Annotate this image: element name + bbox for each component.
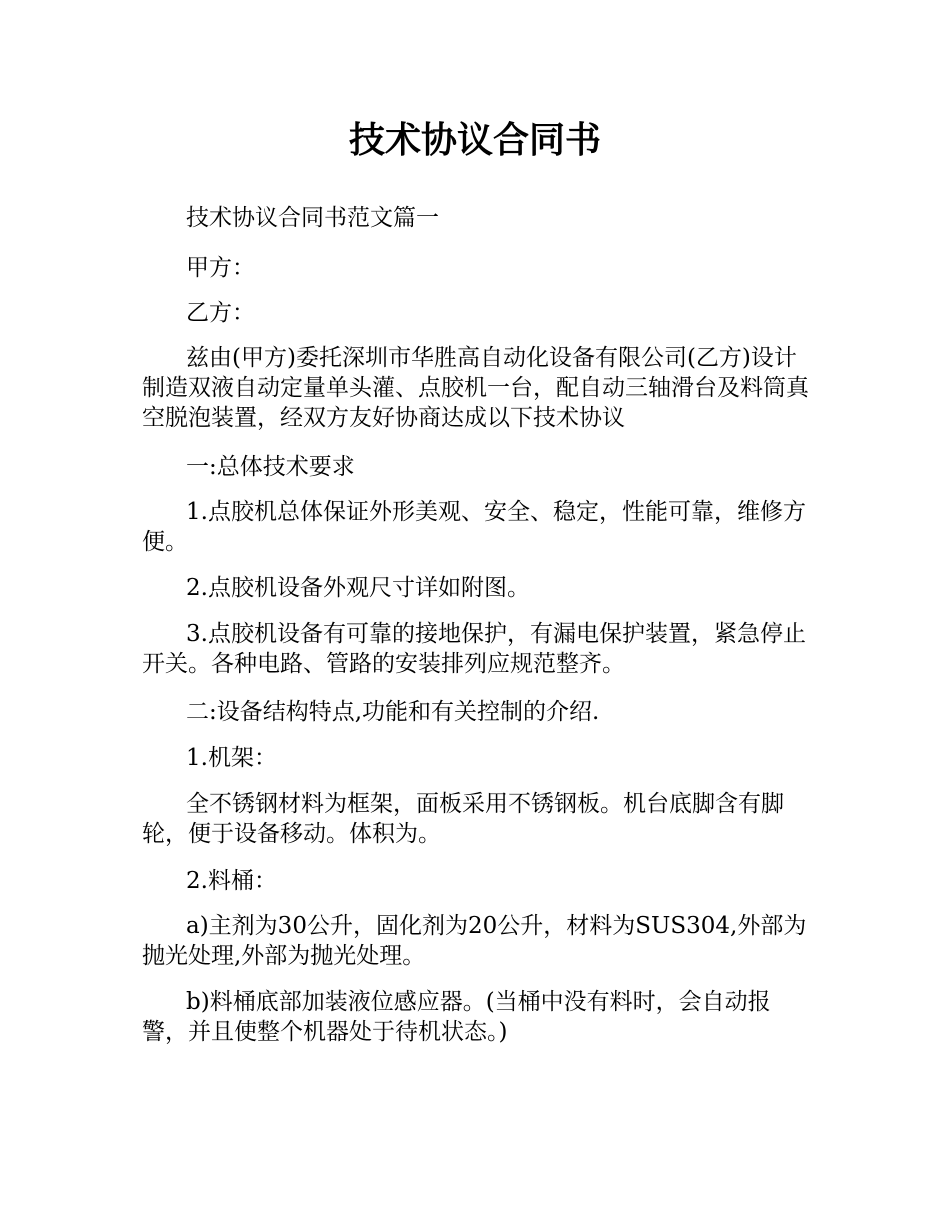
paragraph-bucket-b: b)料桶底部加装液位感应器。(当桶中没有料时，会自动报警，并且使整个机器处于待机状态。) — [142, 989, 771, 1045]
paragraph-item-2: 2.点胶机设备外观尺寸详如附图。 — [186, 575, 530, 601]
paragraph-item-1: 1.点胶机总体保证外形美观、安全、稳定，性能可靠，维修方便。 — [142, 499, 806, 555]
section-heading-structure: 二:设备结构特点,功能和有关控制的介绍. — [186, 699, 600, 725]
paragraph-frame-heading: 1.机架： — [186, 745, 277, 771]
paragraph-item-3: 3.点胶机设备有可靠的接地保护，有漏电保护装置，紧急停止开关。各种电路、管路的安装排列应规范整齐。 — [142, 621, 806, 677]
section-heading-general: 一:总体技术要求 — [186, 454, 355, 480]
paragraph-subtitle: 技术协议合同书范文篇一 — [186, 205, 439, 231]
paragraph-bucket-a: a)主剂为30公升，固化剂为20公升，材料为SUS304,外部为抛光处理,外部为抛光处理。 — [142, 913, 807, 969]
paragraph-party-a: 甲方： — [186, 255, 255, 281]
paragraph-party-b: 乙方： — [186, 300, 255, 326]
paragraph-bucket-heading: 2.料桶： — [186, 868, 277, 894]
paragraph-intro: 兹由(甲方)委托深圳市华胜高自动化设备有限公司(乙方)设计制造双液自动定量单头灌、点胶机一台，配自动三轴滑台及料筒真空脱泡装置，经双方友好协商达成以下技术协议 — [142, 345, 809, 431]
document-title: 技术协议合同书 — [348, 120, 601, 161]
paragraph-frame-desc: 全不锈钢材料为框架，面板采用不锈钢板。机台底脚含有脚轮，便于设备移动。体积为。 — [142, 791, 784, 847]
